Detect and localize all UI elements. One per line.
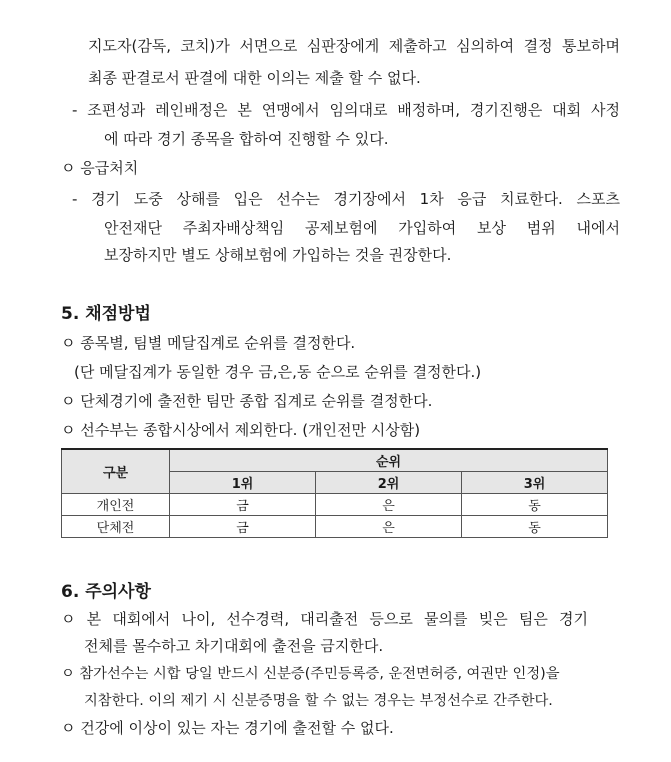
row-label: 개인전 — [62, 494, 170, 516]
scoring-item-2: ㅇ 단체경기에 출전한 팀만 종합 집계로 순위를 결정한다. — [61, 392, 433, 410]
table-cell: 동 — [462, 516, 608, 538]
caution-item-3: ㅇ 건강에 이상이 있는 자는 경기에 출전할 수 없다. — [61, 719, 394, 737]
caution-item-1-line-1: ㅇ 본 대회에서 나이, 선수경력, 대리출전 등으로 물의를 빚은 팀은 경기 — [61, 610, 588, 628]
caution-item-2-line-2: 지참한다. 이의 제기 시 신분증명을 할 수 없는 경우는 부정선수로 간주한다. — [84, 693, 553, 709]
judging-continued-line: 지도자(감독, 코치)가 서면으로 심판장에게 제출하고 심의하여 결정 통보하며 — [88, 37, 620, 55]
judging-final-line: 최종 판결로서 판결에 대한 이의는 제출 할 수 없다. — [88, 69, 421, 87]
lane-assignment-line-1: - 조편성과 레인배정은 본 연맹에서 임의대로 배정하며, 경기진행은 대회 사정 — [72, 101, 620, 119]
section-5-heading: 5. 채점방법 — [61, 304, 151, 324]
rank-col-2: 2위 — [316, 472, 462, 494]
first-aid-line-2: 안전재단 주최자배상책임 공제보험에 가입하여 보상 범위 내에서 — [104, 219, 620, 237]
caution-item-1-line-2: 전체를 몰수하고 차기대회에 출전을 금지한다. — [84, 637, 384, 655]
scoring-item-1: ㅇ 종목별, 팀별 메달집계로 순위를 결정한다. — [61, 334, 356, 352]
table-cell: 동 — [462, 494, 608, 516]
first-aid-line-1: - 경기 도중 상해를 입은 선수는 경기장에서 1차 응급 치료한다. 스포츠 — [72, 190, 620, 208]
first-aid-title: ㅇ 응급처치 — [61, 159, 139, 177]
table-header-row — [62, 449, 608, 472]
section-6-heading: 6. 주의사항 — [61, 582, 151, 602]
table-cell: 금 — [170, 516, 316, 538]
ranking-table — [61, 448, 608, 538]
table-cell: 은 — [316, 516, 462, 538]
category-header: 구분 — [62, 449, 170, 494]
first-aid-line-3: 보장하지만 별도 상해보험에 가입하는 것을 권장한다. — [104, 246, 452, 264]
scoring-item-3: ㅇ 선수부는 종합시상에서 제외한다. (개인전만 시상함) — [61, 421, 421, 439]
rank-col-1: 1위 — [170, 472, 316, 494]
table-cell: 금 — [170, 494, 316, 516]
lane-assignment-line-2: 에 따라 경기 종목을 합하여 진행할 수 있다. — [104, 130, 389, 148]
caution-item-2-line-1: ㅇ 참가선수는 시합 당일 반드시 신분증(주민등록증, 운전면허증, 여권만 인정)을 — [61, 666, 560, 682]
row-label: 단체전 — [62, 516, 170, 538]
table-row — [62, 494, 608, 516]
rank-col-3: 3위 — [462, 472, 608, 494]
rank-header: 순위 — [170, 449, 608, 472]
table-cell: 은 — [316, 494, 462, 516]
scoring-item-1-note: (단 메달집계가 동일한 경우 금,은,동 순으로 순위를 결정한다.) — [74, 363, 482, 381]
table-row — [62, 516, 608, 538]
